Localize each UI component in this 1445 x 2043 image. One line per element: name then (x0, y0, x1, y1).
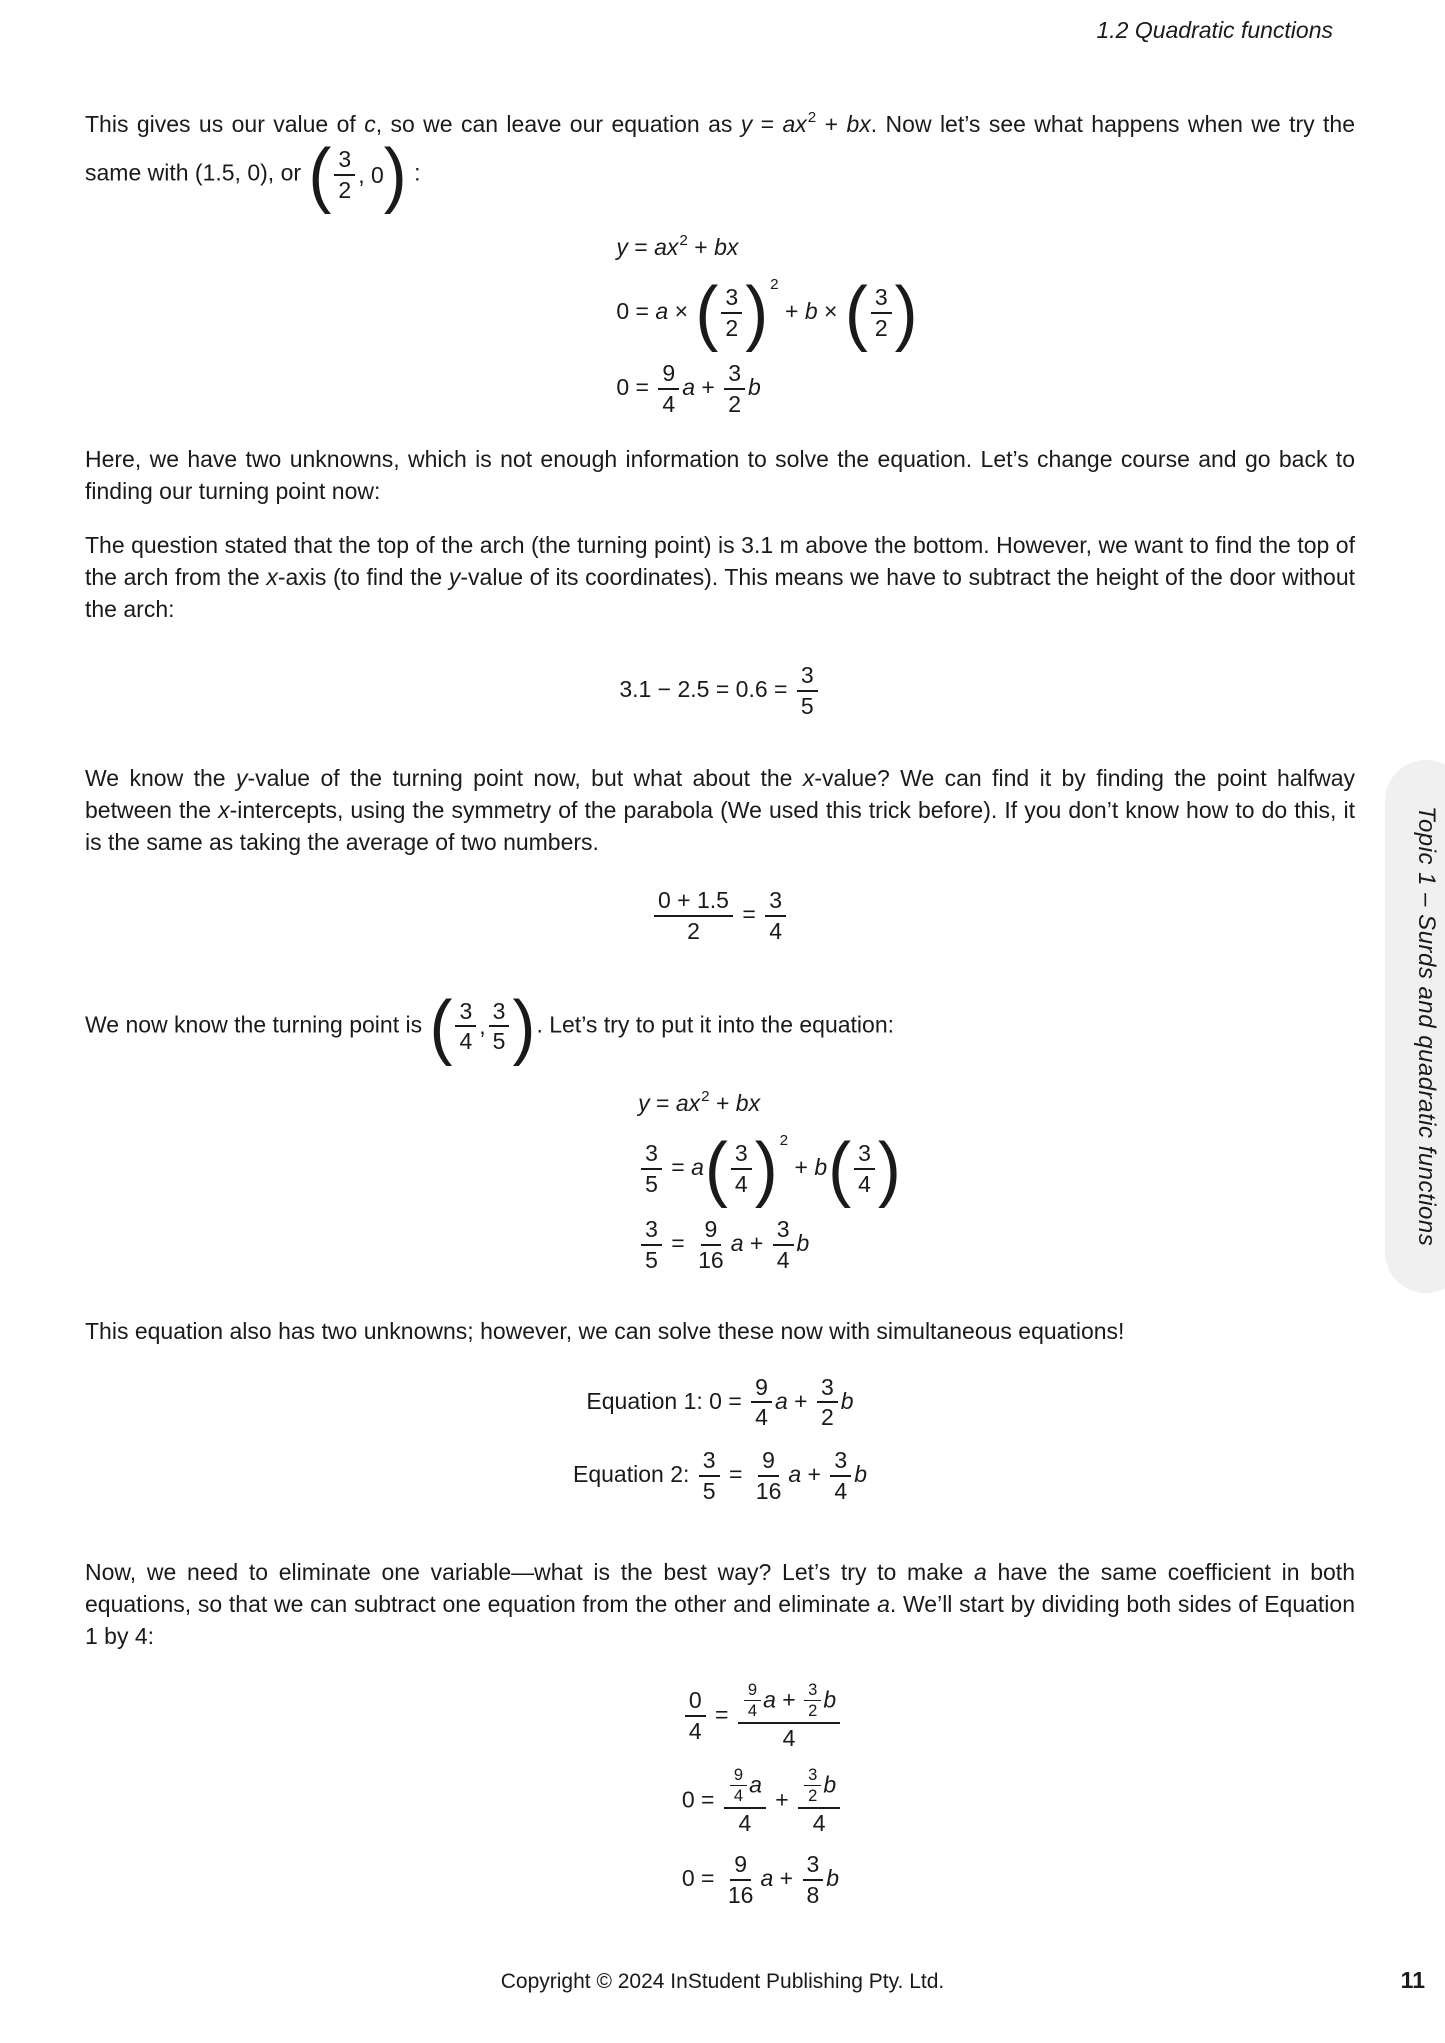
math-superscript: 2 (770, 275, 779, 293)
math-parentheses (844, 272, 918, 354)
text-run: 3 (834, 1447, 848, 1474)
text-run: 2 (725, 314, 739, 341)
text-run: 2 (808, 1701, 818, 1721)
text-run: = (664, 1229, 692, 1256)
eq-height-above-x-axis (85, 661, 1355, 721)
math-fraction (798, 1765, 840, 1838)
text-run: The question stated that the top of the arch (the turning point) is 3.1 m above the bottom. However, we want to find the top of the arch from the (85, 531, 1355, 590)
text-run: 3 (728, 360, 741, 387)
math-parentheses (704, 1128, 778, 1210)
eq-substitute-turning-point-line-1 (638, 1087, 902, 1119)
text-run: 4 (662, 391, 676, 418)
math-variable: ax (782, 111, 807, 137)
text-run: . Let’s try to put it into the equation: (536, 1011, 895, 1038)
math-superscript: 2 (701, 1087, 710, 1105)
text-run: 2 (338, 176, 352, 203)
math-fraction (752, 1446, 786, 1506)
text-run: -intercepts, using the symmetry of the parabola (We used this trick before). If you don’t know how to do this, it is the same as taking the average of two numbers. (85, 797, 1355, 856)
math-variable: b (804, 297, 818, 324)
math-fraction (773, 1215, 794, 1275)
text-run: . We’ll start by dividing both sides of Equation 1 by 4: (85, 1590, 1355, 1649)
text-run: Equation 2: (573, 1460, 696, 1487)
text-run: 9 (762, 1447, 775, 1474)
text-run: + (816, 111, 847, 137)
text-run: 0 = (681, 1786, 721, 1813)
text-run: + (801, 1460, 828, 1487)
math-fraction (797, 661, 818, 721)
math-variable: b (823, 1685, 837, 1712)
text-run: = (627, 234, 655, 260)
text-run: 3 (800, 661, 814, 688)
text-run: + (768, 1786, 796, 1813)
footer (0, 1966, 1445, 1998)
text-run: We know the (85, 765, 236, 792)
math-variable: b (840, 1387, 854, 1414)
math-variable: y (616, 234, 628, 260)
text-run: 5 (645, 1246, 658, 1273)
text-run: 4 (858, 1170, 871, 1197)
content (85, 0, 1355, 1909)
math-fraction (489, 997, 510, 1057)
text-run: 4 (776, 1246, 790, 1273)
math-parentheses (429, 985, 536, 1067)
text-run: + (787, 1387, 814, 1414)
math-fraction (765, 886, 786, 946)
math-variable: x (266, 563, 278, 590)
math-fraction (738, 1680, 840, 1753)
math-fraction (804, 1765, 821, 1807)
math-variable: a (788, 1460, 802, 1487)
math-superscript: 2 (679, 232, 688, 249)
text-run: + (694, 374, 722, 401)
left-paren: ( (429, 985, 453, 1067)
right-paren: ) (512, 985, 536, 1067)
math-fraction (724, 1765, 766, 1838)
text-run: 5 (702, 1477, 716, 1504)
text-run: -value of its coordinates). This means we have to subtract the height of the door without the arch: (85, 563, 1356, 622)
text-run: 3 (702, 1447, 716, 1474)
text-run: = (649, 1089, 676, 1116)
math-variable: b (826, 1864, 840, 1891)
eq-divide-by-4-line-2 (682, 1765, 843, 1838)
math-variable: ax (654, 234, 679, 260)
math-fraction (724, 359, 745, 419)
text-run: + (778, 297, 805, 324)
text-run: 0 = (616, 374, 656, 401)
math-fraction (731, 1139, 752, 1199)
math-variable: b (748, 374, 761, 401)
text-run: -axis (to find the (277, 563, 449, 590)
text-run: 2 (874, 314, 888, 341)
math-fraction (817, 1373, 838, 1433)
math-fraction (641, 1139, 662, 1199)
math-fraction (744, 1680, 761, 1722)
eq-height-above-x-axis-line-1 (85, 661, 1355, 721)
text-run: 9 (733, 1764, 744, 1784)
text-run: 0 (688, 1687, 702, 1714)
text-run: + (773, 1864, 800, 1891)
math-fraction (830, 1446, 851, 1506)
eq-substitute-x-intercept-group (616, 231, 918, 419)
eq-system (85, 1373, 1355, 1506)
math-fraction (641, 1215, 662, 1275)
text-run: 9 (747, 1679, 758, 1699)
text-run: 3 (858, 1139, 871, 1166)
eq-divide-by-4-line-3 (682, 1850, 843, 1910)
text-run: 4 (812, 1810, 826, 1837)
math-variable: b (814, 1153, 828, 1180)
eq-substitute-x-intercept-line-1 (616, 231, 918, 263)
math-variable: a (682, 374, 695, 401)
math-variable: a (691, 1153, 704, 1180)
para-x-value (85, 762, 1355, 858)
math-variable: y (235, 765, 248, 792)
math-fraction (455, 997, 476, 1057)
para-arch-height (85, 529, 1355, 625)
text-run: 9 (755, 1373, 768, 1400)
text-run: 2 (820, 1404, 834, 1431)
text-run: 4 (459, 1028, 473, 1055)
math-variable: b (796, 1229, 810, 1256)
text-run: , (479, 1013, 486, 1040)
text-run: 3 (806, 1850, 820, 1877)
right-paren: ) (383, 134, 407, 215)
text-run: have the same coefficient in both equations, so that we can subtract one equation from the other and eliminate (85, 1558, 1355, 1617)
math-variable: bx (846, 111, 871, 137)
text-run: = (708, 1701, 735, 1728)
math-variable: bx (714, 234, 739, 260)
math-variable: a (877, 1590, 890, 1617)
text-run: 3 (734, 1139, 748, 1166)
text-run: 4 (755, 1404, 768, 1431)
topic-tab-label: Topic 1 – Surds and quadratic functions (1413, 806, 1440, 1247)
text-run: : (407, 159, 421, 186)
math-fraction (871, 283, 892, 343)
text-run: , so we can leave our equation as (375, 111, 741, 137)
para-intro (85, 102, 1355, 215)
text-run: 4 (734, 1170, 748, 1197)
math-fraction (721, 283, 742, 343)
eq-divide-by-4 (85, 1680, 1355, 1910)
text-run: This equation also has two unknowns; however, we can solve these now with simultaneous equations! (85, 1317, 1125, 1344)
eq-substitute-turning-point (85, 1087, 1355, 1275)
text-run: 4 (747, 1701, 758, 1721)
math-fraction (854, 1139, 875, 1199)
text-run: 3 (776, 1216, 790, 1243)
text-run: 3 (725, 284, 739, 311)
math-fraction (334, 145, 355, 205)
math-fraction (724, 1850, 758, 1910)
text-run: 4 (733, 1786, 744, 1806)
text-run: Equation 1: 0 = (586, 1387, 749, 1414)
eq-system-line-2 (85, 1446, 1355, 1506)
left-paren: ( (695, 272, 719, 354)
text-run: 5 (800, 692, 814, 719)
right-paren: ) (877, 1128, 901, 1210)
text-run: 0 = (616, 297, 656, 324)
text-run: Here, we have two unknowns, which is not enough information to solve the equation. Let’s change course and go back to finding our turning point now: (85, 445, 1355, 504)
math-fraction (730, 1765, 747, 1807)
eq-substitute-x-intercept (85, 231, 1355, 419)
text-run: . Now let’s see what happens when we try the same with (1.5, 0), or (85, 111, 1355, 186)
text-run: + (687, 234, 715, 260)
text-run: 4 (782, 1725, 796, 1752)
math-variable: bx (735, 1089, 761, 1116)
text-run: 3 (808, 1679, 818, 1699)
math-variable: y (740, 111, 753, 137)
text-run: 2 (687, 918, 700, 945)
text-run: 4 (688, 1718, 702, 1745)
math-superscript: 2 (779, 1131, 789, 1149)
topic-tab (1385, 760, 1445, 1293)
math-parentheses (308, 134, 407, 215)
text-run: 5 (492, 1028, 506, 1055)
text-run: -value? We can find it by finding the point halfway between the (85, 765, 1355, 824)
math-fraction (803, 1850, 824, 1910)
math-variable: y (448, 563, 461, 590)
math-fraction (685, 1686, 706, 1746)
math-variable: a (760, 1864, 774, 1891)
text-run: 4 (738, 1810, 752, 1837)
text-run: + (743, 1229, 770, 1256)
para-simultaneous (85, 1315, 1355, 1347)
math-variable: a (974, 1558, 987, 1585)
text-run: = (722, 1460, 749, 1487)
eq-average-x-intercepts-line-1 (85, 886, 1355, 946)
text-run: 3 (645, 1139, 658, 1166)
eq-divide-by-4-group (682, 1680, 843, 1910)
math-variable: a (763, 1685, 776, 1712)
text-run: Now, we need to eliminate one variable—what is the best way? Let’s try to make (85, 1558, 975, 1585)
text-run: This gives us our value of (85, 111, 365, 137)
math-variable: a (774, 1387, 788, 1414)
left-paren: ( (704, 1128, 728, 1210)
math-variable: a (749, 1771, 762, 1798)
math-fraction (658, 359, 679, 419)
eq-substitute-turning-point-group (638, 1087, 902, 1275)
text-run: 3 (808, 1764, 818, 1784)
text-run: = (735, 901, 763, 928)
text-run: 4 (834, 1477, 848, 1504)
para-two-unknowns (85, 443, 1355, 507)
text-run: 2 (808, 1786, 818, 1806)
math-fraction (694, 1215, 728, 1275)
text-run: 16 (727, 1881, 754, 1908)
text-run: 0 = (681, 1864, 721, 1891)
text-run: × (668, 297, 695, 324)
text-run: We now know the turning point is (85, 1011, 429, 1038)
math-variable: a (655, 297, 669, 324)
text-run: 3.1 − 2.5 = 0.6 = (619, 675, 794, 702)
eq-substitute-x-intercept-line-2 (616, 272, 918, 354)
math-variable: b (823, 1771, 837, 1798)
text-run: = (752, 111, 783, 137)
text-run: , 0 (358, 161, 384, 188)
text-run: 9 (662, 360, 676, 387)
math-superscript: 2 (807, 109, 817, 126)
text-run: + (788, 1153, 815, 1180)
math-fraction (699, 1446, 720, 1506)
text-run: -value of the turning point now, but what about the (247, 765, 803, 792)
math-fraction (804, 1680, 821, 1722)
right-paren: ) (745, 272, 769, 354)
text-run: + (709, 1089, 736, 1116)
text-run: 3 (874, 284, 888, 311)
text-run: 3 (459, 997, 473, 1024)
right-paren: ) (894, 272, 918, 354)
page-number: 11 (1400, 1967, 1425, 1993)
text-run: 0 + 1.5 (658, 887, 729, 914)
eq-divide-by-4-line-1 (682, 1680, 843, 1753)
text-run: + (775, 1685, 803, 1712)
text-run: 2 (728, 391, 741, 418)
right-paren: ) (754, 1128, 778, 1210)
left-paren: ( (308, 134, 332, 215)
eq-system-line-1 (85, 1373, 1355, 1433)
text-run: × (817, 297, 844, 324)
math-parentheses (828, 1128, 901, 1210)
text-run: 9 (704, 1216, 718, 1243)
eq-substitute-turning-point-line-3 (638, 1215, 902, 1275)
math-variable: y (638, 1089, 650, 1116)
text-run: 3 (645, 1216, 658, 1243)
text-run: 3 (492, 997, 506, 1024)
eq-average-x-intercepts (85, 886, 1355, 946)
copyright-text: Copyright © 2024 InStudent Publishing Pty. Ltd. (500, 1970, 945, 1993)
math-variable: ax (675, 1089, 701, 1116)
eq-substitute-turning-point-line-2 (638, 1128, 902, 1210)
text-run: 4 (769, 918, 782, 945)
text-run: 16 (698, 1246, 724, 1273)
para-eliminate (85, 1556, 1355, 1652)
math-variable: c (364, 111, 376, 137)
math-parentheses (695, 272, 769, 354)
text-run: 3 (338, 145, 352, 172)
eq-substitute-x-intercept-line-3 (616, 359, 918, 419)
para-turning-point (85, 985, 1355, 1067)
text-run: 3 (820, 1373, 834, 1400)
math-variable: a (730, 1229, 744, 1256)
text-run: 8 (806, 1881, 820, 1908)
math-fraction (751, 1373, 772, 1433)
text-run: 5 (645, 1170, 658, 1197)
math-fraction (654, 886, 733, 946)
text-run: 16 (755, 1477, 782, 1504)
left-paren: ( (844, 272, 868, 354)
text-run: 9 (734, 1850, 748, 1877)
text-run: 3 (769, 887, 782, 914)
text-run: = (664, 1153, 692, 1180)
left-paren: ( (828, 1128, 852, 1210)
math-variable: x (802, 765, 815, 792)
section-header: 1.2 Quadratic functions (1096, 17, 1333, 43)
math-variable: b (854, 1460, 867, 1487)
math-variable: x (218, 797, 230, 824)
